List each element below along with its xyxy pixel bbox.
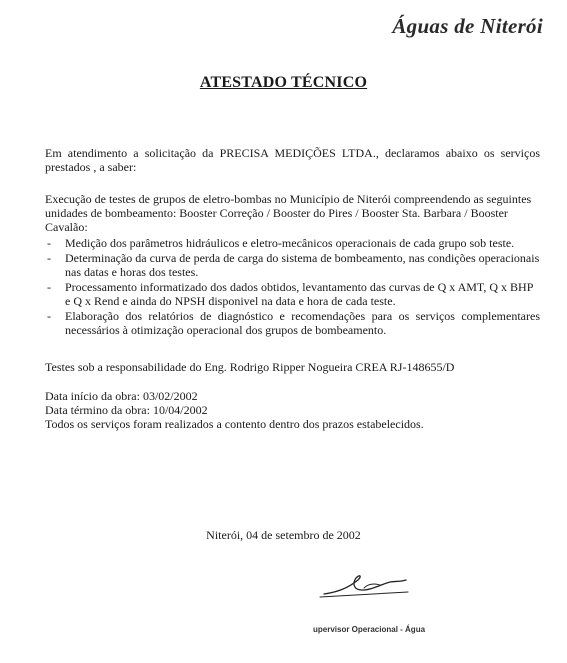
list-item-text: Processamento informatizado dos dados obtidos, levantamento das curvas de Q x AMT, Q x BHP e Q x Rend e ainda do NPSH disponivel na data e hora de cada teste.: [65, 280, 533, 308]
list-item: [45, 280, 540, 308]
list-item-text: Determinação da curva de perda de carga do sistema de bombeamento, nas condições operacionais nas datas e horas dos testes.: [65, 251, 540, 279]
list-item: [45, 236, 540, 250]
start-date: Data início da obra: 03/02/2002: [45, 389, 198, 403]
list-dash: -: [47, 236, 51, 250]
company-brand: Águas de Niterói: [392, 14, 543, 38]
conclusion-line: Todos os serviços foram realizados a contento dentro dos prazos estabelecidos.: [45, 417, 424, 431]
signature-caption: upervisor Operacional - Água: [313, 625, 426, 634]
signature-image: [318, 566, 418, 602]
dates-block: [45, 389, 540, 431]
services-list: [45, 236, 540, 338]
list-item-text: Elaboração dos relatórios de diagnóstico e recomendações para os serviços complementares necessários à otimização operacional dos grupos de bombeamento.: [65, 309, 540, 337]
responsibility-line: Testes sob a responsabilidade do Eng. Rodrigo Ripper Nogueira CREA RJ-148655/D: [45, 360, 455, 374]
execution-paragraph: Execução de testes de grupos de eletro-bombas no Município de Niterói compreendendo as seguintes unidades de bombeamento: Booster Correção / Booster do Pires / Booster Sta. Barbara / Booster Cavalão:: [45, 192, 532, 234]
list-dash: -: [47, 309, 51, 323]
list-item-text: Medição dos parâmetros hidráulicos e eletro-mecânicos operacionais de cada grupo sob teste.: [65, 236, 515, 250]
list-item: [45, 309, 540, 337]
list-dash: -: [47, 280, 51, 294]
list-item: [45, 251, 540, 279]
list-dash: -: [47, 251, 51, 265]
document-title: ATESTADO TÉCNICO: [199, 74, 368, 91]
place-and-date: Niterói, 04 de setembro de 2002: [206, 528, 361, 542]
end-date: Data término da obra: 10/04/2002: [45, 403, 208, 417]
intro-paragraph: Em atendimento a solicitação da PRECISA MEDIÇÕES LTDA., declaramos abaixo os serviços prestados , a saber:: [45, 146, 540, 174]
